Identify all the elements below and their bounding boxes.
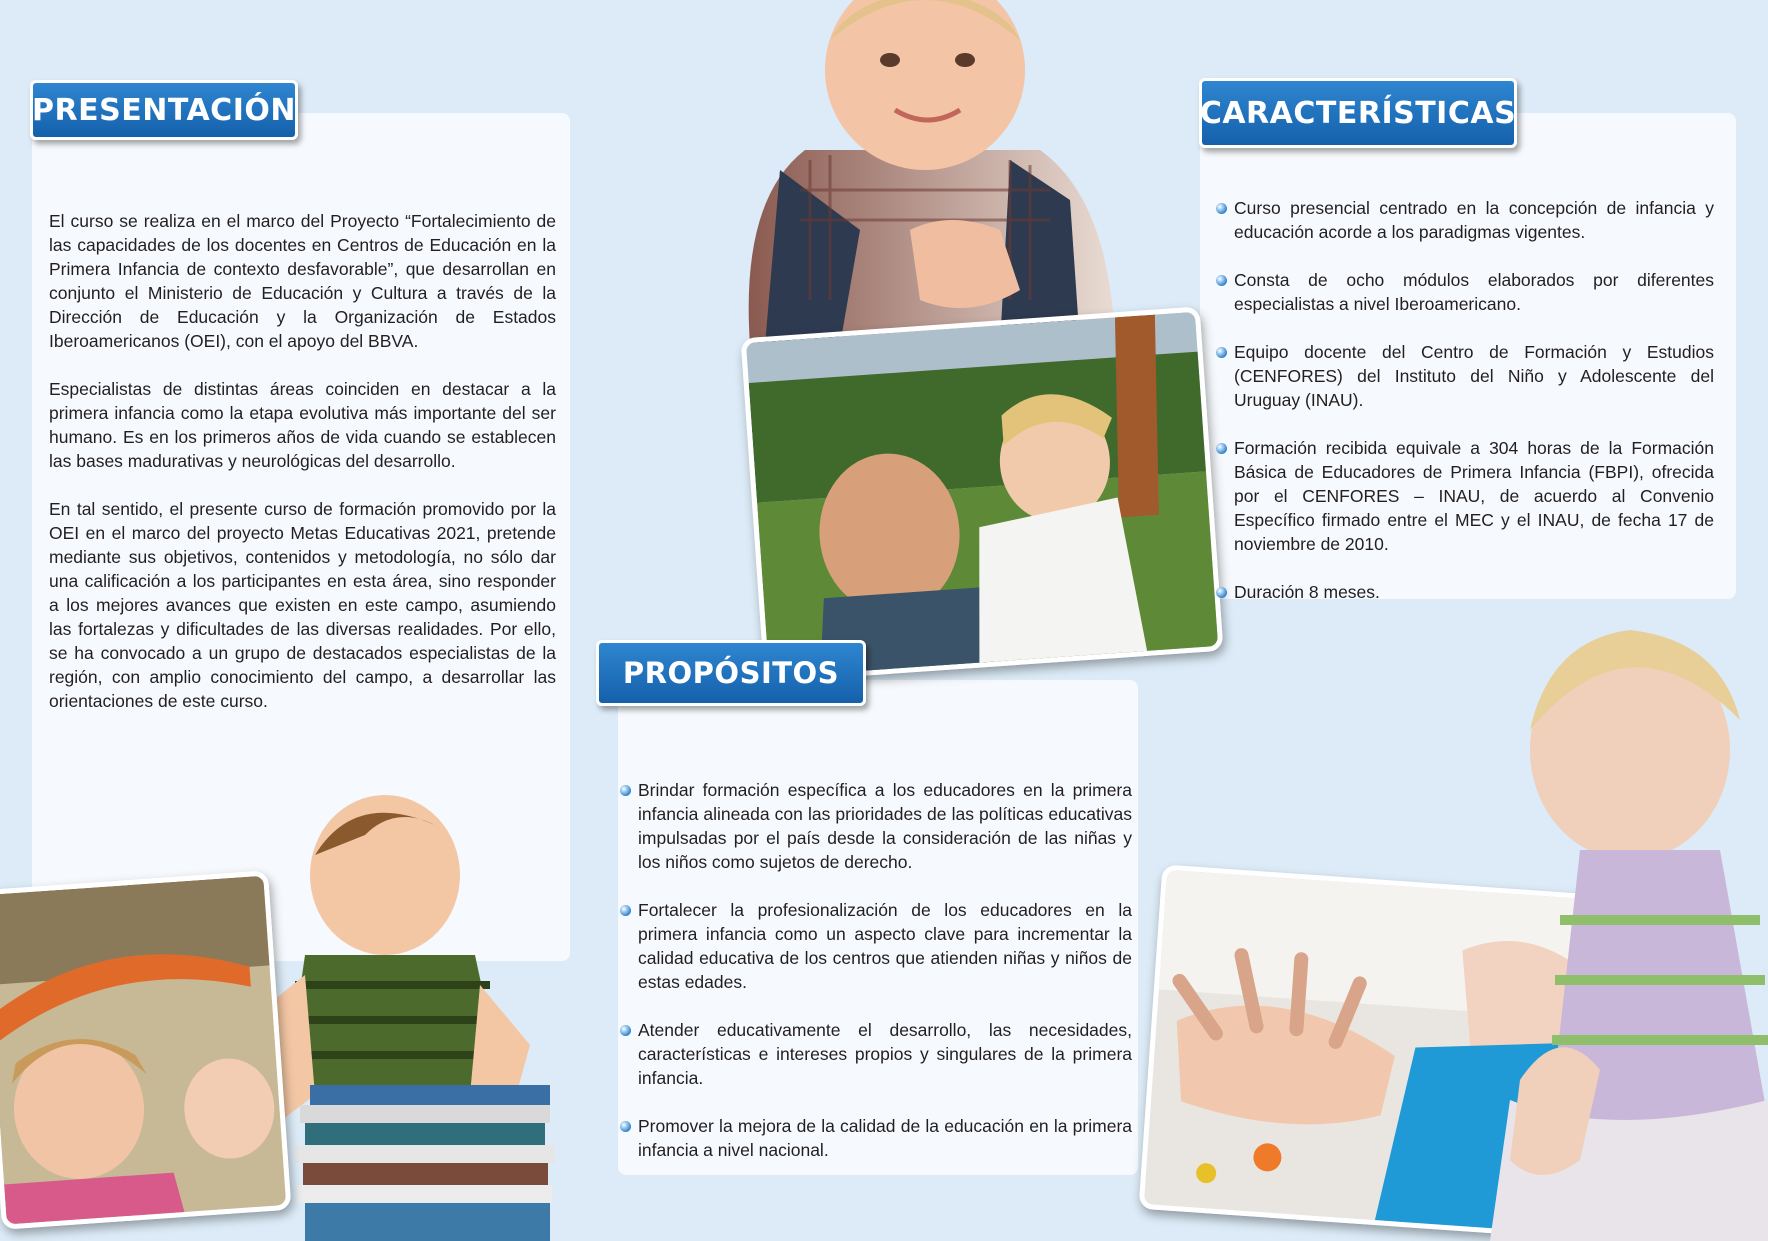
photo-girl-sitting [1490,600,1768,1241]
list-item [1216,580,1714,604]
blue-sphere-bullet-icon [620,785,631,796]
list-item [620,778,1132,874]
caracteristica-text: Equipo docente del Centro de Formación y Estudios (CENFORES) del Instituto del Niño y Adolescente del Uruguay (INAU). [1234,342,1714,410]
proposito-text: Brindar formación específica a los educadores en la primera infancia alineada con las prioridades de las políticas educativas impulsadas por el país desde la consideración de las niñas y los niños como sujetos de derecho. [638,780,1132,872]
caracteristicas-title-text: CARACTERÍSTICAS [1199,95,1517,131]
blue-sphere-bullet-icon [1216,275,1227,286]
caracteristica-text: Duración 8 meses. [1234,582,1380,602]
list-item [620,1018,1132,1090]
photo-children-outdoors [741,306,1224,682]
blue-sphere-bullet-icon [620,1121,631,1132]
blue-sphere-bullet-icon [620,1025,631,1036]
propositos-title [596,640,866,706]
proposito-text: Promover la mejora de la calidad de la educación en la primera infancia a nivel nacional. [638,1116,1132,1160]
presentacion-title-text: PRESENTACIÓN [32,92,296,128]
list-item [1216,340,1714,412]
blue-sphere-bullet-icon [620,905,631,916]
list-item [620,1114,1132,1162]
caracteristica-text: Curso presencial centrado en la concepción de infancia y educación acorde a los paradigmas vigentes. [1234,198,1714,242]
propositos-title-text: PROPÓSITOS [622,656,840,690]
list-item [620,898,1132,994]
list-item [1216,268,1714,316]
photo-toddler-reaching [710,0,1140,345]
photo-girls-playing [0,870,292,1229]
photo-boy-with-books [245,795,590,1241]
blue-sphere-bullet-icon [1216,443,1227,454]
presentacion-paragraph: El curso se realiza en el marco del Proyecto “Fortalecimiento de las capacidades de los docentes en Centros de Educación en la Primera Infancia de contexto desfavorable”, que desarrollan en conjunto el Ministerio de Educación y Cultura a través de la Dirección de Educación y la Organización de Estados Iberoamericanos (OEI), con el apoyo del BBVA. [49,211,556,351]
presentacion-title [30,80,298,140]
propositos-list [620,778,1132,1162]
blue-sphere-bullet-icon [1216,587,1227,598]
caracteristicas-title [1199,78,1517,148]
presentacion-paragraph: En tal sentido, el presente curso de formación promovido por la OEI en el marco del proyecto Metas Educativas 2021, pretende mediante sus objetivos, contenidos y metodología, no sólo dar una calificación a los participantes en esta área, sino responder a los mejores avances que existen en este campo, asumiendo las fortalezas y dificultades de las diversas realidades. Por ello, se ha convocado a un grupo de destacados especialistas de la región, con amplio conocimiento del campo, a desarrollar las orientaciones de este curso. [49,499,556,711]
list-item [1216,436,1714,556]
blue-sphere-bullet-icon [1216,347,1227,358]
proposito-text: Atender educativamente el desarrollo, las necesidades, características e intereses propios y singulares de la primera infancia. [638,1020,1132,1088]
caracteristica-text: Consta de ocho módulos elaborados por diferentes especialistas a nivel Iberoamericano. [1234,270,1714,314]
presentacion-paragraph: Especialistas de distintas áreas coinciden en destacar a la primera infancia como la etapa evolutiva más importante del ser humano. Es en los primeros años de vida cuando se establecen las bases madurativas y neurológicas del desarrollo. [49,379,556,471]
caracteristicas-list [1216,196,1714,604]
proposito-text: Fortalecer la profesionalización de los educadores en la primera infancia como un aspecto clave para incrementar la calidad educativa de los centros que atienden niñas y niños de estas edades. [638,900,1132,992]
list-item [1216,196,1714,244]
caracteristica-text: Formación recibida equivale a 304 horas de la Formación Básica de Educadores de Primera Infancia (FBPI), ofrecida por el CENFORES – INAU, de acuerdo al Convenio Específico firmado entre el MEC y el INAU, de fecha 17 de noviembre de 2010. [1234,438,1714,554]
presentacion-text [49,209,556,737]
blue-sphere-bullet-icon [1216,203,1227,214]
